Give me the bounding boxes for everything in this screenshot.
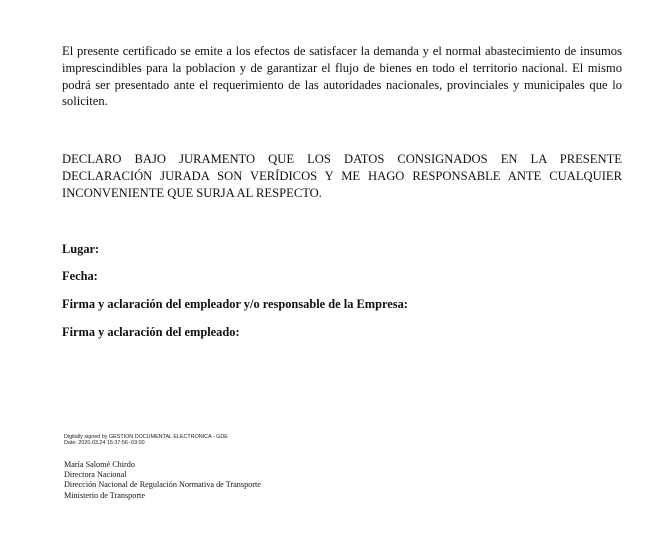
signatory-ministry: Ministerio de Transporte xyxy=(64,490,145,500)
sworn-declaration-paragraph: DECLARO BAJO JURAMENTO QUE LOS DATOS CONSIGNADOS EN LA PRESENTE DECLARACIÓN JURADA SON VERÍDICOS Y ME HAGO RESPONSABLE ANTE CUALQUIER INCONVENIENTE QUE SURJA AL RESPECTO. xyxy=(62,152,622,200)
digital-signature-date: Date: 2020.03.24 15:37:56 -03:00 xyxy=(64,439,145,446)
certificate-purpose-paragraph: El presente certificado se emite a los efectos de satisfacer la demanda y el normal abastecimiento de insumos imprescindibles para la poblacion y de garantizar el flujo de bienes en todo el territorio nacional. El mismo podrá ser presentado ante el requerimiento de las autoridades nacionales, provinciales y municipales que lo soliciten. xyxy=(62,44,622,109)
digital-signature-signed-by: Digitally signed by GESTION DOCUMENTAL ELECTRONICA - GDE xyxy=(64,434,228,440)
signatory-office: Dirección Nacional de Regulación Normativa de Transporte xyxy=(64,480,261,490)
signatory-block xyxy=(64,460,261,501)
field-label-fecha: Fecha: xyxy=(62,269,98,283)
signatory-title: Directora Nacional xyxy=(64,470,127,480)
field-label-employee-signature: Firma y aclaración del empleado: xyxy=(62,325,240,339)
field-label-lugar: Lugar: xyxy=(62,242,100,256)
signatory-name: María Salomé Chirdo xyxy=(64,460,135,469)
digital-signature-stamp xyxy=(64,435,228,447)
field-label-employer-signature: Firma y aclaración del empleador y/o responsable de la Empresa: xyxy=(62,297,408,311)
